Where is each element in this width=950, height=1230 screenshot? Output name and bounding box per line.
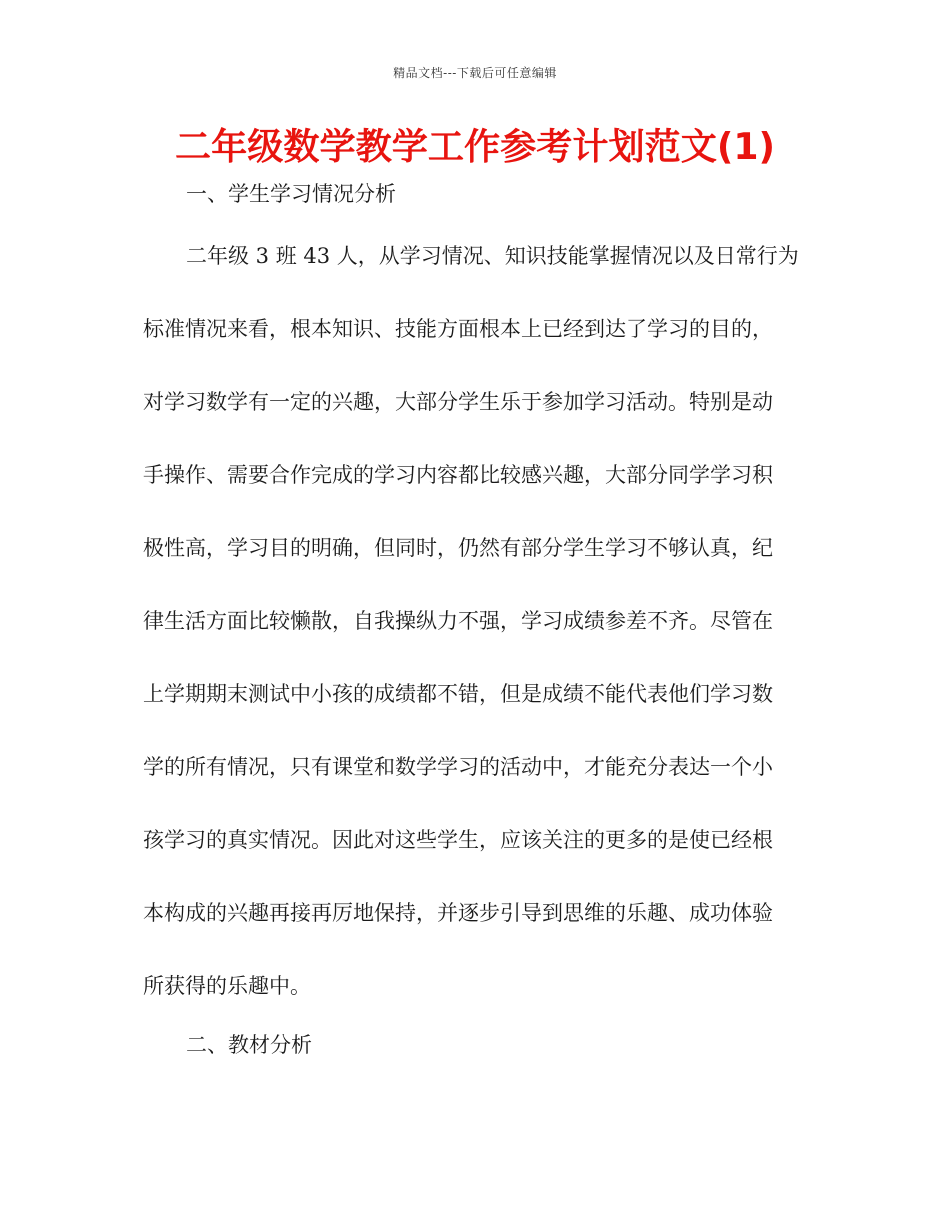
paragraph-line: 手操作、需要合作完成的学习内容都比较感兴趣，大部分同学学习积: [143, 463, 773, 487]
paragraph-line: 极性高，学习目的明确，但同时，仍然有部分学生学习不够认真，纪: [143, 536, 773, 560]
document-title: 二年级数学教学工作参考计划范文(1): [174, 125, 776, 168]
paragraph-line: 学的所有情况，只有课堂和数学学习的活动中，才能充分表达一个小: [143, 755, 773, 779]
paragraph-line: 标准情况来看，根本知识、技能方面根本上已经到达了学习的目的，: [143, 317, 773, 341]
paragraph-line: 上学期期末测试中小孩的成绩都不错，但是成绩不能代表他们学习数: [143, 682, 773, 706]
paragraph-line: 孩学习的真实情况。因此对这些学生，应该关注的更多的是使已经根: [143, 828, 773, 852]
header-note: 精品文档---下载后可任意编辑: [393, 66, 557, 80]
paragraph-line: 本构成的兴趣再接再厉地保持，并逐步引导到思维的乐趣、成功体验: [143, 901, 773, 925]
paragraph-line: 律生活方面比较懒散，自我操纵力不强，学习成绩参差不齐。尽管在: [143, 609, 773, 633]
section-heading-2: 二、教材分析: [186, 1033, 312, 1057]
paragraph-line: 对学习数学有一定的兴趣，大部分学生乐于参加学习活动。特别是动: [143, 390, 773, 414]
paragraph-line: 所获得的乐趣中。: [143, 974, 311, 998]
paragraph-line: 二年级 3 班 43 人，从学习情况、知识技能掌握情况以及日常行为: [186, 244, 799, 268]
section-heading-1: 一、学生学习情况分析: [186, 182, 396, 206]
